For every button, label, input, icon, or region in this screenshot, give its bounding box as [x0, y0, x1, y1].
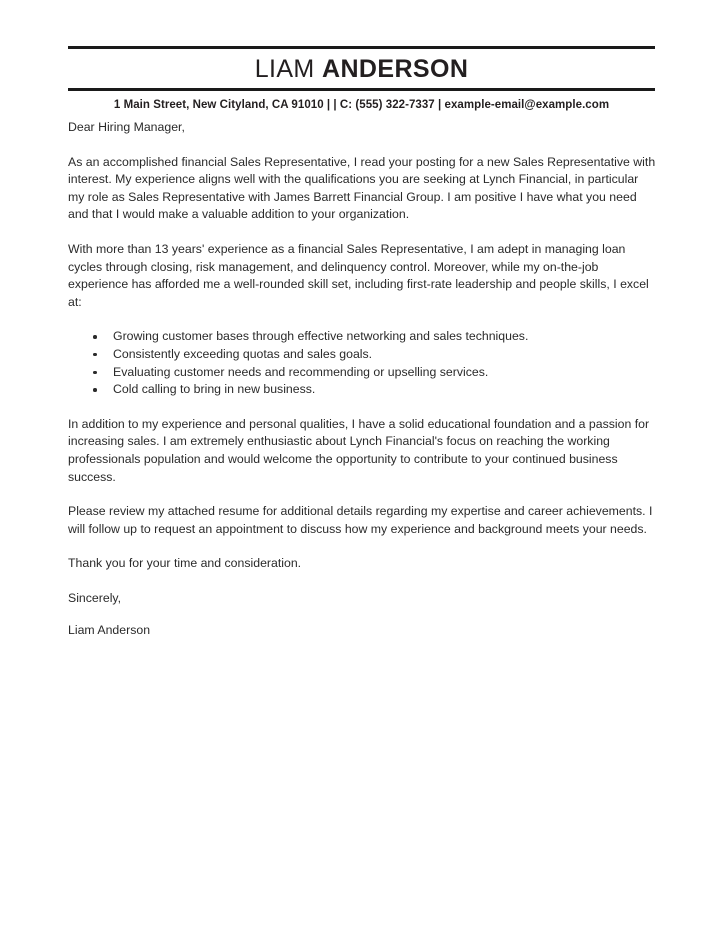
list-item: Consistently exceeding quotas and sales goals.: [68, 346, 658, 364]
list-item: Cold calling to bring in new business.: [68, 381, 658, 399]
paragraph-2: With more than 13 years' experience as a financial Sales Representative, I am adept in managing loan cycles through closing, risk management, and delinquency control. Moreover, while my on-the-job experience has afforded me a well-rounded skill set, including first-rate leadership and people skills, I excel at:: [68, 241, 649, 309]
name-block: [68, 49, 655, 88]
qualifications-list: [68, 328, 658, 398]
contact-line: 1 Main Street, New Cityland, CA 91010 | | C: (555) 322-7337 | example-email@example.com: [113, 99, 610, 111]
applicant-name: [68, 54, 655, 84]
list-item: Growing customer bases through effective networking and sales techniques.: [68, 328, 658, 346]
closing-line: Sincerely,: [68, 590, 122, 605]
list-item: Evaluating customer needs and recommending or upselling services.: [68, 364, 658, 382]
paragraph-3: In addition to my experience and personal qualities, I have a solid educational foundation and a passion for increasing sales. I am extremely enthusiastic about Lynch Financial's focus on reaching the working professionals population and would welcome the opportunity to contribute to your continued business success.: [68, 416, 650, 484]
paragraph-4: Please review my attached resume for additional details regarding my expertise and career achievements. I will follow up to request an appointment to discuss how my experience and background meets your needs.: [68, 504, 653, 536]
thank-you-line: Thank you for your time and consideration.: [68, 556, 302, 571]
salutation: Dear Hiring Manager,: [68, 120, 185, 134]
paragraph-1: As an accomplished financial Sales Representative, I read your posting for a new Sales Representative with interest. My experience aligns well with the qualifications you are seeking at Lynch Financial, in particular my role as Sales Representative with James Barrett Financial Group. I am positive I have what you need and that I would make a valuable addition to your organization.: [68, 154, 656, 222]
applicant-first-name: LIAM: [254, 55, 315, 83]
letter-body: [68, 119, 658, 607]
letterhead: [68, 46, 655, 113]
applicant-last-name: ANDERSON: [322, 55, 469, 83]
signature-name: Liam Anderson: [68, 623, 151, 637]
